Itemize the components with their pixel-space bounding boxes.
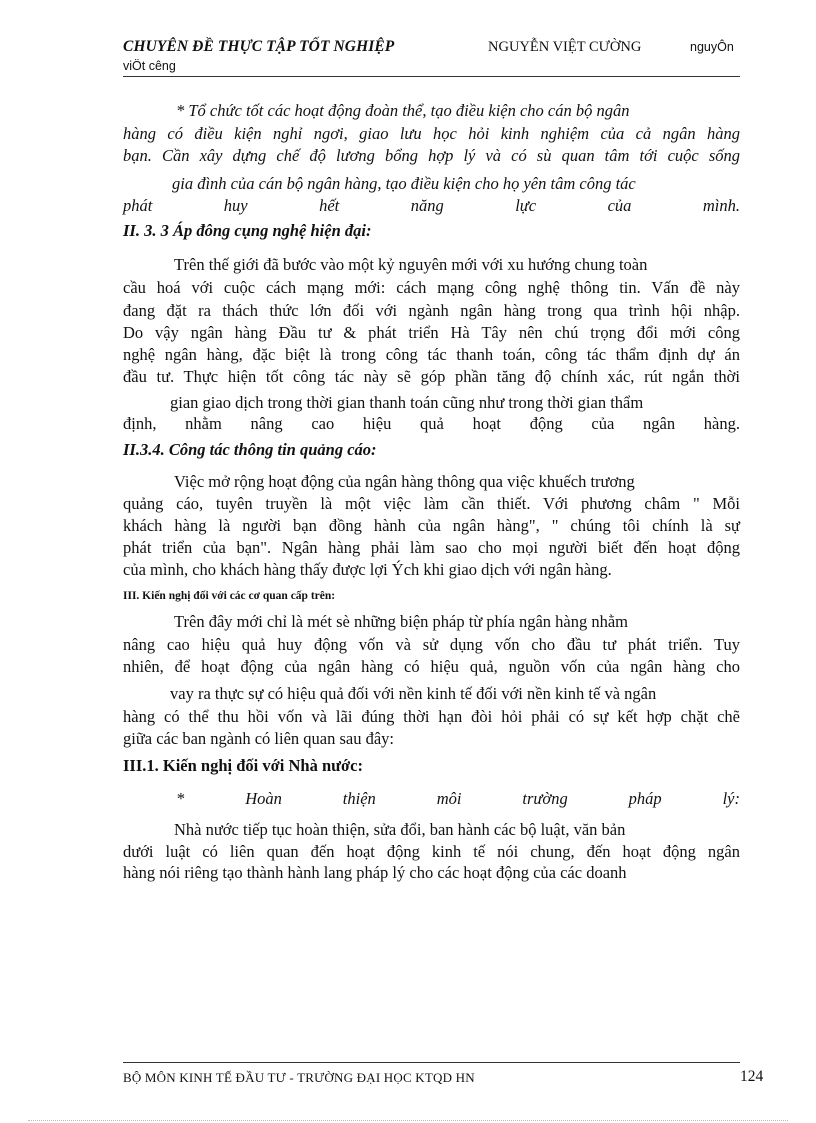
text-line: dưới luật có liên quan đến hoạt động kinh tế nói chung, đến hoạt động ngân	[123, 842, 740, 861]
text-line: hàng có điều kiện nghỉ ngơi, giao lưu học hỏi kinh nghiệm của cả ngân hàng	[123, 124, 740, 143]
section-heading: III. Kiến nghị đối với các cơ quan cấp trên:	[123, 590, 336, 602]
section-heading: III.1. Kiến nghị đối với Nhà nước:	[123, 756, 363, 775]
text-line: nghệ ngân hàng, đặc biệt là trong công tác thanh toán, công tác thẩm định dự án	[123, 345, 740, 364]
text-line: khách hàng là người bạn đồng hành của ngân hàng", " chúng tôi chính là sự	[123, 516, 740, 535]
text-line: * Tổ chức tốt các hoạt động đoàn thể, tạo điều kiện cho cán bộ ngân	[176, 101, 630, 120]
header-author-garbled: nguyÔn	[690, 40, 734, 54]
text-line: bạn. Cần xây dựng chế độ lương bổng hợp lý và có sù quan tâm tới cuộc sống	[123, 146, 740, 165]
section-heading: II.3.4. Công tác thông tin quảng cáo:	[123, 440, 377, 459]
text-line: vay ra thực sự có hiệu quả đối với nền kinh tế đối với nền kinh tế và ngân	[170, 684, 657, 703]
text-line: Trên đây mới chỉ là mét sè những biện pháp từ phía ngân hàng nhằm	[174, 612, 628, 631]
page-bottom-border	[28, 1120, 788, 1121]
text-line: phát triển của bạn". Ngân hàng phải làm sao cho mọi người biết đến hoạt động	[123, 538, 740, 557]
footer-department: BỘ MÔN KINH TẾ ĐẦU TƯ - TRƯỜNG ĐẠI HỌC KTQD HN	[123, 1070, 475, 1085]
text-line: đầu tư. Thực hiện tốt công tác này sẽ góp phần tăng độ chính xác, rút ngắn thời	[123, 367, 740, 386]
header-author-garbled-2: viÖt cêng	[123, 59, 176, 73]
text-line: định, nhằm nâng cao hiệu quả hoạt động của ngân hàng.	[123, 414, 740, 433]
text-line: hàng có thể thu hồi vốn và lãi đúng thời hạn đòi hỏi phải có sự kết hợp chặt chẽ	[123, 707, 740, 726]
text-line: gian giao dịch trong thời gian thanh toán cũng như trong thời gian thẩm	[170, 393, 644, 412]
text-line: quảng cáo, tuyên truyền là một việc làm cần thiết. Với phương châm " Mỗi	[123, 494, 740, 513]
text-line: Trên thế giới đã bước vào một kỷ nguyên mới với xu hướng chung toàn	[174, 255, 648, 274]
section-heading: II. 3. 3 Áp đông cụng nghệ hiện đại:	[123, 221, 372, 240]
text-line: Nhà nước tiếp tục hoàn thiện, sửa đổi, ban hành các bộ luật, văn bản	[174, 820, 626, 839]
header-title: CHUYÊN ĐỀ THỰC TẬP TỐT NGHIỆP	[123, 38, 395, 55]
text-line: * Hoàn thiện môi trường pháp lý:	[176, 789, 740, 808]
text-line: Việc mở rộng hoạt động của ngân hàng thông qua việc khuếch trương	[174, 472, 635, 491]
text-line: nhiên, để hoạt động của ngân hàng có hiệu quả, nguồn vốn của ngân hàng cho	[123, 657, 740, 676]
text-line: đang đặt ra thách thức lớn đối với ngành ngân hàng trong qua trình hội nhập.	[123, 301, 740, 320]
text-line: phát huy hết năng lực của mình.	[123, 196, 740, 215]
header-author: NGUYỄN VIỆT CƯỜNG	[488, 39, 642, 55]
text-line: của mình, cho khách hàng thấy được lợi Ých khi giao dịch với ngân hàng.	[123, 560, 612, 579]
header-divider	[123, 76, 740, 77]
text-line: nâng cao hiệu quả huy động vốn và sử dụng vốn cho đầu tư phát triển. Tuy	[123, 635, 740, 654]
page-number: 124	[740, 1068, 764, 1085]
text-line: Do vậy ngân hàng Đầu tư & phát triển Hà Tây nên chú trọng đổi mới công	[123, 323, 740, 342]
footer-divider	[123, 1062, 740, 1063]
text-line: giữa các ban ngành có liên quan sau đây:	[123, 729, 395, 748]
text-line: gia đình của cán bộ ngân hàng, tạo điều kiện cho họ yên tâm công tác	[172, 174, 636, 193]
text-line: hàng nói riêng tạo thành hành lang pháp lý cho các hoạt động của các doanh	[123, 863, 627, 882]
text-line: cầu hoá với cuộc cách mạng mới: cách mạng công nghệ thông tin. Vấn đề này	[123, 278, 740, 297]
